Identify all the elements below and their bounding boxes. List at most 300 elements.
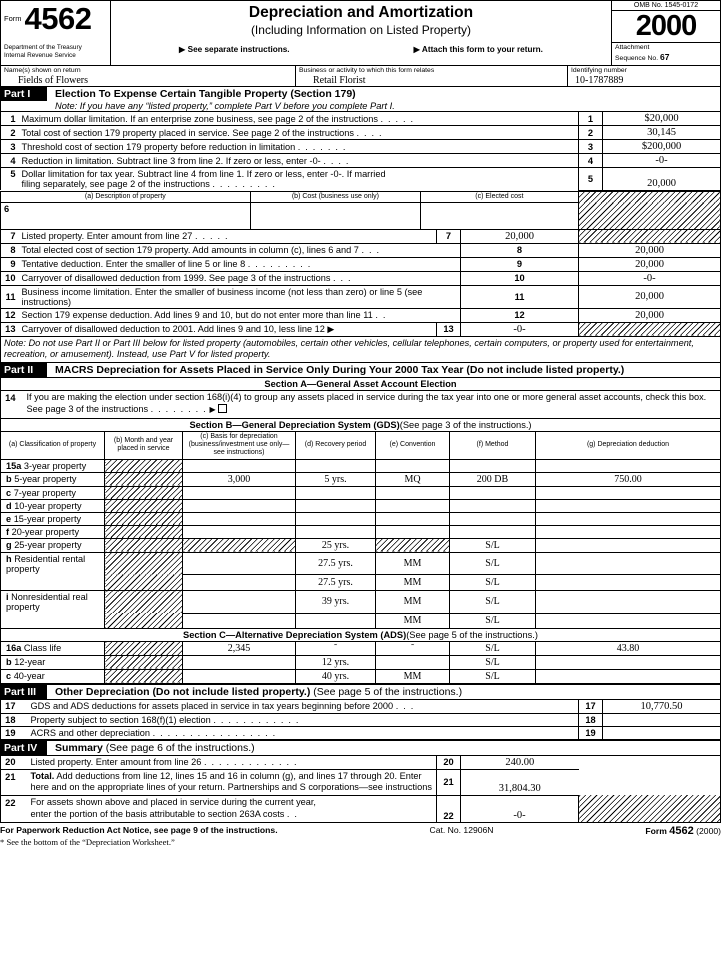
line-amount[interactable]: 30,145 [603, 126, 721, 140]
table-row [1, 154, 721, 168]
recovery-cell[interactable] [296, 486, 376, 499]
table-row [1, 512, 721, 525]
convention-cell[interactable]: MM [376, 575, 450, 591]
method-cell[interactable]: S/L [450, 655, 536, 669]
deduction-cell[interactable] [536, 552, 721, 575]
recovery-cell[interactable]: 27.5 yrs. [296, 575, 376, 591]
line-description: Listed property. Enter amount from line 26 . . . . . . . . . . . . . [19, 755, 437, 769]
line-description: GDS and ADS deductions for assets placed in service in tax years beginning before 2000 . . . [19, 699, 579, 713]
form-label: Form [4, 14, 22, 23]
part1-tag: Part I [1, 87, 47, 101]
cost-cell[interactable] [250, 203, 420, 229]
general-asset-account-checkbox[interactable] [218, 404, 227, 413]
deduction-cell[interactable] [536, 575, 721, 591]
line-description: Total. Add deductions from line 12, lines 15 and 16 in column (g), and lines 17 through 20. Enter here and on the appropriate lines of your return. Partnerships and S corporations—see instructions [19, 769, 437, 795]
line-amount[interactable]: $200,000 [603, 140, 721, 154]
hatched-cell [105, 499, 183, 512]
section-c-subnote: (See page 5 of the instructions.) [406, 629, 538, 640]
identifying-number-value: 10-1787889 [575, 75, 624, 87]
classification-cell: g 25-year property [1, 538, 105, 552]
line-box: 18 [579, 713, 603, 726]
line-description: Property subject to section 168(f)(1) election . . . . . . . . . . . . [19, 713, 579, 726]
part2-line14 [0, 391, 721, 418]
line-box: 9 [461, 257, 579, 271]
recovery-cell[interactable]: 12 yrs. [296, 655, 376, 669]
basis-cell[interactable] [183, 525, 296, 538]
line-number: 19 [1, 726, 19, 739]
table-row [1, 642, 721, 656]
col-header-deduction: (g) Depreciation deduction [536, 432, 721, 460]
part2-sectionA [0, 377, 721, 391]
convention-cell[interactable]: MM [376, 613, 450, 628]
line-description: Maximum dollar limitation. If an enterprise zone business, see page 2 of the instructions . . . . . [19, 112, 579, 126]
col-header-convention: (e) Convention [376, 432, 450, 460]
row-letter: e [6, 513, 12, 524]
table-row [1, 669, 721, 683]
table-row [1, 459, 721, 472]
line-amount[interactable]: 10,770.50 [603, 699, 721, 713]
part1-bottom-note: Note: Do not use Part II or Part III below for listed property (automobiles, certain other vehicles, cellular telephones, certain computers, or property used for entertainment, recreation, or amusement). Instead, use Part V for listed property. [4, 337, 694, 360]
table-row [1, 699, 721, 713]
footer-form-id: Form 4562 (2000) [645, 824, 721, 837]
see-instructions-note: ▶ See separate instructions. [179, 45, 290, 54]
line-box: 2 [579, 126, 603, 140]
convention-cell[interactable]: ˜ [376, 642, 450, 656]
line-amount[interactable]: 20,000 [603, 168, 721, 191]
recovery-cell[interactable] [296, 499, 376, 512]
paperwork-notice: For Paperwork Reduction Act Notice, see page 9 of the instructions. [0, 824, 278, 835]
table-row [1, 203, 721, 229]
hatched-cell [105, 512, 183, 525]
basis-cell[interactable] [183, 499, 296, 512]
line-amount[interactable]: 20,000 [579, 243, 721, 257]
hatched-cell [376, 538, 450, 552]
line-number: 11 [1, 285, 19, 308]
table-row [1, 257, 721, 271]
recovery-cell[interactable] [296, 525, 376, 538]
omb-block [612, 1, 720, 65]
table-row [1, 552, 721, 575]
method-cell[interactable]: S/L [450, 538, 536, 552]
elected-cost-cell[interactable] [421, 203, 578, 229]
hatched-cell [105, 486, 183, 499]
classification-cell: 16a Class life [1, 642, 105, 656]
recovery-cell[interactable]: 25 yrs. [296, 538, 376, 552]
line-number: 10 [1, 271, 19, 285]
recovery-cell[interactable]: 39 yrs. [296, 591, 376, 614]
part1-lines-bottom [0, 229, 721, 337]
line-box: 5 [579, 168, 603, 191]
part2-sectionB-heading [0, 418, 721, 432]
hatched-cell [579, 795, 721, 822]
row-letter: d [6, 500, 12, 511]
line-description: Listed property. Enter amount from line 27 . . . . . [19, 229, 437, 243]
method-cell[interactable] [450, 499, 536, 512]
line-amount[interactable]: 20,000 [579, 257, 721, 271]
line-description: Reduction in limitation. Subtract line 3 from line 2. If zero or less, enter -0- . . . . [19, 154, 579, 168]
line-number: 3 [1, 140, 19, 154]
hatched-cell [105, 655, 183, 669]
line-box: 4 [579, 154, 603, 168]
col-header-method: (f) Method [450, 432, 536, 460]
table-row [1, 795, 721, 822]
part2-header [0, 362, 721, 377]
deduction-cell[interactable] [536, 525, 721, 538]
line-description: Business income limitation. Enter the smaller of business income (not less than zero) or line 5 (see instructions) [19, 285, 461, 308]
classification-cell: b 5-year property [1, 472, 105, 486]
part4-subnote: (See page 6 of the instructions.) [105, 741, 255, 754]
method-cell[interactable] [450, 525, 536, 538]
classification-cell: d 10-year property [1, 499, 105, 512]
part4-tag: Part IV [1, 741, 47, 755]
convention-cell[interactable]: MM [376, 552, 450, 575]
col-header-month-year: (b) Month and year placed in service [105, 432, 183, 460]
identifying-number-label: Identifying number [571, 67, 627, 75]
form-identity-block [1, 1, 111, 65]
classification-cell: c 7-year property [1, 486, 105, 499]
col-header-description: (a) Description of property [1, 191, 251, 202]
sequence-number: 67 [659, 52, 670, 63]
line-number: 5 [10, 169, 16, 180]
section-c-heading: Section C—Alternative Depreciation System (ADS)(See page 5 of the instructions.) [1, 629, 721, 642]
method-cell[interactable] [450, 459, 536, 472]
business-label: Business or activity to which this form relates [299, 67, 435, 75]
section-b-subnote: (See page 3 of the instructions.) [399, 419, 532, 430]
basis-cell[interactable] [183, 512, 296, 525]
line-description: ACRS and other depreciation . . . . . . . . . . . . . . . . . [19, 726, 579, 739]
convention-cell[interactable] [376, 512, 450, 525]
hatched-cell [579, 229, 721, 243]
line-amount[interactable]: 20,000 [579, 308, 721, 322]
table-header-row [1, 191, 721, 202]
recovery-cell[interactable] [296, 613, 376, 628]
table-row [1, 486, 721, 499]
hatched-cell [105, 642, 183, 656]
convention-cell[interactable]: MQ [376, 472, 450, 486]
method-cell[interactable]: S/L [450, 552, 536, 575]
line-number: 7 [1, 229, 19, 243]
method-cell[interactable]: S/L [450, 642, 536, 656]
line-number: 20 [1, 755, 19, 769]
deduction-cell[interactable] [536, 459, 721, 472]
hatched-cell [578, 203, 720, 229]
hatched-cell [105, 575, 183, 591]
part3-title: Other Depreciation (Do not include listed property.) (See page 5 of the instructions.) [55, 685, 463, 698]
recovery-cell[interactable]: 27.5 yrs. [296, 552, 376, 575]
deduction-cell[interactable] [536, 486, 721, 499]
hatched-cell [105, 472, 183, 486]
catalog-number: Cat. No. 12906N [429, 824, 494, 835]
hatched-cell [105, 591, 183, 614]
part3-header [0, 684, 721, 699]
table-row [1, 168, 721, 191]
line-amount[interactable] [603, 726, 721, 739]
classification-cell: i Nonresidential real property [6, 592, 88, 613]
line-box: 13 [437, 322, 461, 336]
line-description: If you are making the election under section 168(i)(4) to group any assets placed in service during the tax year into one or more general asset accounts, check this box. See page 3 of the instructions . . . . . . . . ▶ [26, 391, 707, 414]
hatched-cell [105, 525, 183, 538]
line-description: Dollar limitation for tax year. Subtract line 4 from line 1. If zero or less, enter -0-. If married filing separately, see page 2 of the instructions . . . . . . . . . [21, 169, 386, 190]
col-header-recovery: (d) Recovery period [296, 432, 376, 460]
classification-cell: 15a 3-year property [1, 459, 105, 472]
recovery-cell[interactable] [296, 459, 376, 472]
deduction-cell[interactable]: 43.80 [536, 642, 721, 656]
macrs-gds-table [0, 432, 721, 629]
line-box: 10 [461, 271, 579, 285]
classification-cell: f 20-year property [1, 525, 105, 538]
table-row [1, 126, 721, 140]
convention-cell[interactable]: MM [376, 669, 450, 683]
line-number: 8 [1, 243, 19, 257]
line-amount[interactable]: 20,000 [461, 229, 579, 243]
row-letter: b [6, 657, 12, 668]
row-letter: c [6, 671, 12, 682]
line-box: 21 [437, 769, 461, 795]
deduction-cell[interactable] [536, 655, 721, 669]
convention-cell[interactable] [376, 459, 450, 472]
basis-cell[interactable]: 3,000 [183, 472, 296, 486]
table-row [1, 769, 721, 795]
line-number: 1 [1, 112, 19, 126]
line-number: 17 [1, 699, 19, 713]
part1-property-table [0, 191, 721, 229]
line-description: Threshold cost of section 179 property before reduction in limitation . . . . . . . [19, 140, 579, 154]
part4-title: Summary (See page 6 of the instructions.) [55, 741, 255, 754]
table-row [1, 613, 721, 628]
form-number: 4562 [24, 1, 92, 36]
business-field-cell[interactable] [296, 66, 568, 86]
part2-title: MACRS Depreciation for Assets Placed in Service Only During Your 2000 Tax Year (Do not include listed property.) [55, 363, 625, 376]
line-number: 18 [1, 713, 19, 726]
convention-cell[interactable]: MM [376, 591, 450, 614]
table-row [1, 112, 721, 126]
method-cell[interactable]: 200 DB [450, 472, 536, 486]
table-header-row [1, 432, 721, 460]
deduction-cell[interactable] [536, 591, 721, 614]
table-row [1, 472, 721, 486]
part1-note: Note: If you have any “listed property,” complete Part V before you complete Part I. [55, 101, 395, 112]
table-row [1, 726, 721, 739]
hatched-cell [105, 552, 183, 575]
name-field-cell[interactable] [1, 66, 296, 86]
part3-lines [0, 699, 721, 740]
line-amount[interactable]: -0- [461, 322, 579, 336]
line-amount[interactable]: 31,804.30 [461, 769, 579, 795]
col-header-elected-cost: (c) Elected cost [421, 191, 578, 202]
macrs-ads-table [0, 642, 721, 684]
line-box: 1 [579, 112, 603, 126]
line-amount[interactable] [603, 713, 721, 726]
line-description: Tentative deduction. Enter the smaller of line 5 or line 8 . . . . . . . . . [19, 257, 461, 271]
method-cell[interactable]: S/L [450, 669, 536, 683]
recovery-cell[interactable]: 5 yrs. [296, 472, 376, 486]
table-row [1, 575, 721, 591]
basis-cell[interactable] [183, 591, 296, 614]
line-number: 21 [1, 769, 19, 795]
basis-cell[interactable] [183, 552, 296, 575]
hatched-cell [183, 538, 296, 552]
table-row [1, 308, 721, 322]
deduction-cell[interactable] [536, 538, 721, 552]
recovery-cell[interactable] [296, 512, 376, 525]
part4-lines [0, 755, 721, 823]
row-letter: 15a [6, 460, 22, 471]
part1-lines-top [0, 112, 721, 191]
table-row [1, 655, 721, 669]
row-letter: i [6, 592, 9, 603]
row-letter: b [6, 474, 12, 485]
table-row [1, 591, 721, 614]
col-header-basis: (c) Basis for depreciation (business/investment use only—see instructions) [183, 432, 296, 460]
line-box: 20 [437, 755, 461, 769]
name-label: Name(s) shown on return [4, 67, 81, 75]
table-row [1, 243, 721, 257]
table-row [1, 755, 721, 769]
method-cell[interactable] [450, 486, 536, 499]
business-value: Retail Florist [313, 75, 366, 87]
line-number: 9 [1, 257, 19, 271]
method-cell[interactable]: S/L [450, 575, 536, 591]
line-number: 13 [1, 322, 19, 336]
convention-cell[interactable] [376, 655, 450, 669]
page-subtitle: (Including Information on Listed Property) [250, 23, 472, 37]
part3-tag: Part III [1, 685, 47, 699]
line-number: 2 [1, 126, 19, 140]
deduction-cell[interactable] [536, 669, 721, 683]
method-cell[interactable] [450, 512, 536, 525]
col-header-cost: (b) Cost (business use only) [250, 191, 420, 202]
line-amount[interactable]: -0- [603, 154, 721, 168]
page-title: Depreciation and Amortization [248, 4, 474, 21]
method-cell[interactable]: S/L [450, 591, 536, 614]
line-amount[interactable]: 240.00 [461, 755, 579, 769]
line-box: 3 [579, 140, 603, 154]
table-row [1, 525, 721, 538]
line-box: 8 [461, 243, 579, 257]
line-amount[interactable]: $20,000 [603, 112, 721, 126]
classification-cell: e 15-year property [1, 512, 105, 525]
form-header [0, 0, 721, 65]
deduction-cell[interactable]: 750.00 [536, 472, 721, 486]
part4-header [0, 740, 721, 755]
row-letter: c [6, 487, 12, 498]
part1-title: Election To Expense Certain Tangible Property (Section 179) [55, 88, 356, 101]
line-number: 4 [1, 154, 19, 168]
line-description: Section 179 expense deduction. Add lines 9 and 10, but do not enter more than line 11 . . [19, 308, 461, 322]
worksheet-footnote: * See the bottom of the “Depreciation Worksheet.” [0, 836, 175, 847]
table-row [1, 713, 721, 726]
classification-cell: b 12-year [1, 655, 105, 669]
line-number: 22 [1, 795, 19, 822]
line-box: 19 [579, 726, 603, 739]
line-description: Carryover of disallowed deduction to 2001. Add lines 9 and 10, less line 12 ▶ [19, 322, 437, 336]
sequence-label: Sequence No. [615, 55, 659, 63]
table-row [1, 499, 721, 512]
basis-cell[interactable] [183, 575, 296, 591]
basis-cell[interactable] [183, 459, 296, 472]
recovery-cell[interactable]: 40 yrs. [296, 669, 376, 683]
classification-cell [1, 613, 105, 628]
hatched-cell [105, 613, 183, 628]
line-number: 12 [1, 308, 19, 322]
row-letter: h [6, 553, 12, 564]
deduction-cell[interactable] [536, 499, 721, 512]
part1-header [0, 86, 721, 101]
attachment-label: Attachment [615, 43, 650, 51]
department-line2: Internal Revenue Service [4, 52, 76, 59]
line-amount[interactable]: 20,000 [579, 285, 721, 308]
basis-cell[interactable] [183, 486, 296, 499]
classification-cell: h Residential rental property [6, 553, 86, 574]
basis-cell[interactable] [183, 655, 296, 669]
hatched-cell [578, 191, 720, 202]
line-box: 11 [461, 285, 579, 308]
hatched-cell [579, 322, 721, 336]
classification-cell [1, 575, 105, 591]
form-footer [0, 823, 721, 837]
part2-sectionC-heading [0, 629, 721, 642]
line-description: Total elected cost of section 179 property. Add amounts in column (c), lines 6 and 7 . . . [19, 243, 461, 257]
table-row [1, 229, 721, 243]
tax-year: 2000 [635, 10, 697, 42]
basis-cell[interactable] [183, 613, 296, 628]
part2-tag: Part II [1, 363, 47, 377]
line-number: 14 [5, 392, 16, 403]
basis-cell[interactable]: 2,345 [183, 642, 296, 656]
convention-cell[interactable] [376, 499, 450, 512]
line-description: Total cost of section 179 property placed in service. See page 2 of the instructions . . . . [19, 126, 579, 140]
row-letter: 16a [6, 643, 22, 654]
classification-cell: c 40-year [1, 669, 105, 683]
line-amount[interactable]: -0- [461, 795, 579, 822]
department-line1: Department of the Treasury [4, 44, 82, 51]
section-a-heading: Section A—General Asset Account Election [1, 377, 721, 390]
basis-cell[interactable] [183, 669, 296, 683]
line-number: 6 [4, 204, 10, 215]
section-b-heading: Section B—General Depreciation System (GDS)(See page 3 of the instructions.) [1, 418, 721, 431]
form-title-block [111, 1, 612, 65]
attach-note: ▶ Attach this form to your return. [413, 45, 543, 54]
part3-subnote: (See page 5 of the instructions.) [313, 685, 463, 698]
col-header-classification: (a) Classification of property [1, 432, 105, 460]
row-letter: f [6, 526, 10, 537]
recovery-cell[interactable]: ˜ [296, 642, 376, 656]
table-row [1, 271, 721, 285]
line-box: 22 [437, 795, 461, 822]
table-row [1, 538, 721, 552]
method-cell[interactable]: S/L [450, 613, 536, 628]
line-box: 12 [461, 308, 579, 322]
row-letter: g [6, 540, 12, 551]
table-row [1, 285, 721, 308]
line-box: 17 [579, 699, 603, 713]
line-box: 7 [437, 229, 461, 243]
deduction-cell[interactable] [536, 512, 721, 525]
deduction-cell[interactable] [536, 613, 721, 628]
table-row [1, 140, 721, 154]
name-value: Fields of Flowers [18, 75, 88, 87]
taxpayer-row [0, 65, 721, 86]
table-row [1, 322, 721, 336]
convention-cell[interactable] [376, 525, 450, 538]
hatched-cell [105, 459, 183, 472]
line-description: Carryover of disallowed deduction from 1999. See page 3 of the instructions . . . [19, 271, 461, 285]
line-amount[interactable]: -0- [579, 271, 721, 285]
identifying-number-cell[interactable] [568, 66, 720, 86]
omb-number: OMB No. 1545-0172 [612, 1, 720, 11]
convention-cell[interactable] [376, 486, 450, 499]
hatched-cell [105, 669, 183, 683]
